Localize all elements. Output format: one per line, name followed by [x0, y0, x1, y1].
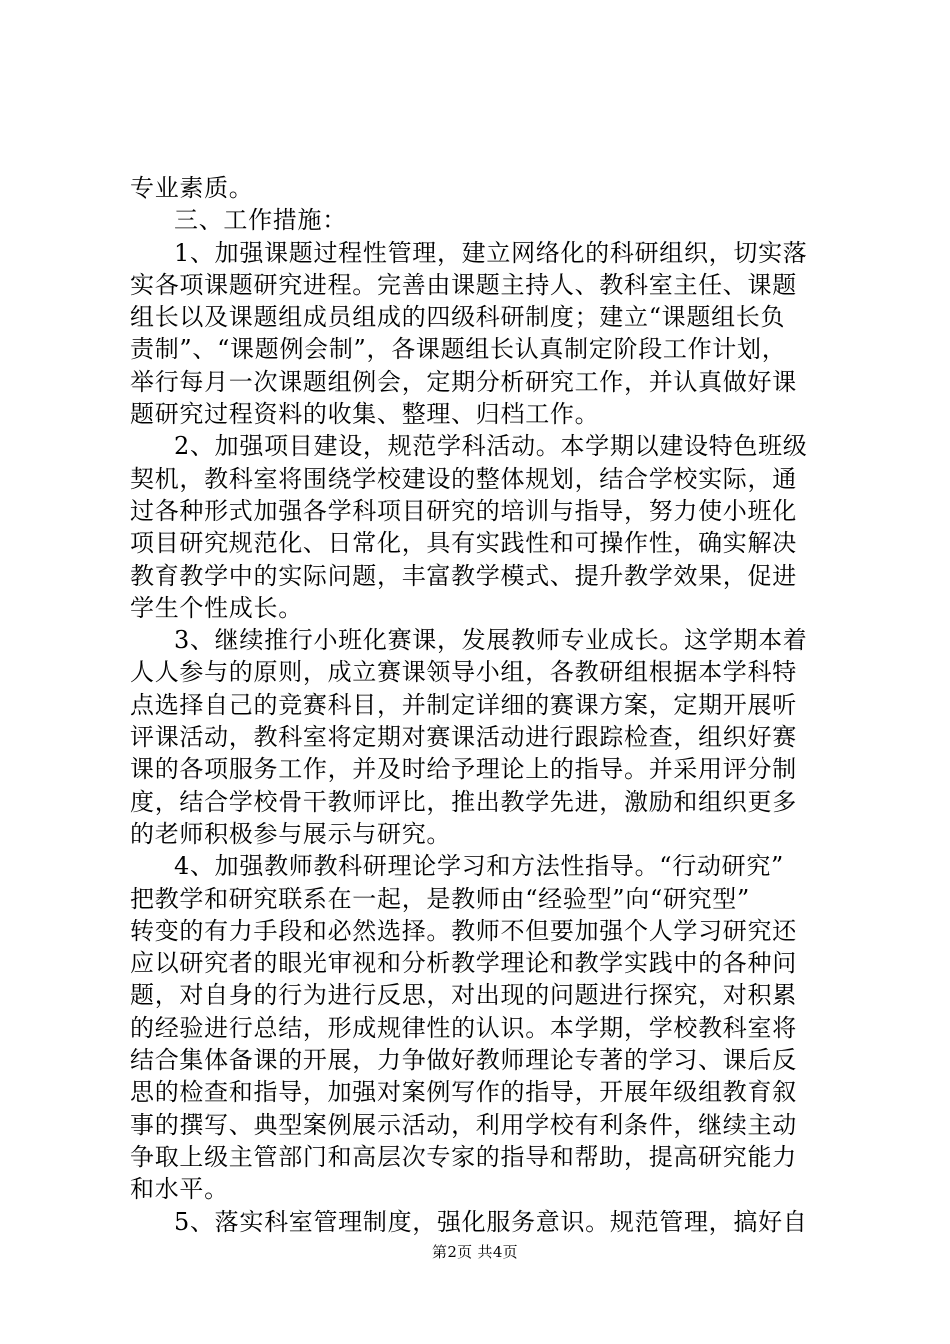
text-line: 题，对自身的行为进行反思，对出现的问题进行探究，对积累 [130, 981, 797, 1010]
text-line: 把教学和研究联系在一起，是教师由“经验型”向“研究型” [130, 884, 750, 913]
page-footer: 第2页 共4页 [432, 1243, 518, 1261]
text-line: 点选择自己的竞赛科目，并制定详细的赛课方案，定期开展听 [130, 690, 797, 719]
text-line: 课的各项服务工作，并及时给予理论上的指导。并采用评分制 [130, 755, 797, 784]
text-line: 契机，教科室将围绕学校建设的整体规划，结合学校实际，通 [130, 464, 797, 493]
text-line: 过各种形式加强各学科项目研究的培训与指导，努力使小班化 [130, 496, 797, 525]
text-line: 三、工作措施： [174, 206, 347, 235]
text-line: 结合集体备课的开展，力争做好教师理论专著的学习、课后反 [130, 1046, 797, 1075]
text-line: 举行每月一次课题组例会，定期分析研究工作，并认真做好课 [130, 367, 797, 396]
document-body [130, 172, 830, 1238]
text-line: 5、落实科室管理制度，强化服务意识。规范管理，搞好自 [174, 1207, 808, 1236]
text-line: 题研究过程资料的收集、整理、归档工作。 [130, 400, 600, 429]
text-line: 组长以及课题组成员组成的四级科研制度；建立“课题组长负 [130, 303, 786, 332]
text-line: 评课活动，教科室将定期对赛课活动进行跟踪检查，组织好赛 [130, 723, 797, 752]
text-line: 责制”、“课题例会制”，各课题组长认真制定阶段工作计划， [130, 335, 787, 364]
text-line: 2、加强项目建设，规范学科活动。本学期以建设特色班级 [174, 432, 808, 461]
text-line: 争取上级主管部门和高层次专家的指导和帮助，提高研究能力 [130, 1142, 797, 1171]
text-line: 应以研究者的眼光审视和分析教学理论和教学实践中的各种问 [130, 949, 797, 978]
text-line: 项目研究规范化、日常化，具有实践性和可操作性，确实解决 [130, 529, 797, 558]
text-line: 的经验进行总结，形成规律性的认识。本学期，学校教科室将 [130, 1013, 797, 1042]
text-line: 事的撰写、典型案例展示活动，利用学校有利条件，继续主动 [130, 1110, 797, 1139]
text-line: 和水平。 [130, 1175, 229, 1204]
text-line: 的老师积极参与展示与研究。 [130, 819, 452, 848]
text-line: 人人参与的原则，成立赛课领导小组，各教研组根据本学科特 [130, 658, 797, 687]
text-line: 教育教学中的实际问题，丰富教学模式、提升教学效果，促进 [130, 561, 797, 590]
text-line: 转变的有力手段和必然选择。教师不但要加强个人学习研究还 [130, 916, 797, 945]
text-line: 3、继续推行小班化赛课，发展教师专业成长。这学期本着 [174, 626, 808, 655]
text-line: 学生个性成长。 [130, 593, 303, 622]
text-line: 4、加强教师教科研理论学习和方法性指导。“行动研究” [174, 852, 785, 881]
text-line: 度，结合学校骨干教师评比，推出教学先进，激励和组织更多 [130, 787, 797, 816]
text-line: 专业素质。 [130, 174, 254, 202]
text-line: 1、加强课题过程性管理，建立网络化的科研组织，切实落 [174, 238, 808, 267]
text-line: 思的检查和指导，加强对案例写作的指导，开展年级组教育叙 [130, 1078, 797, 1107]
text-line: 实各项课题研究进程。完善由课题主持人、教科室主任、课题 [130, 270, 797, 299]
